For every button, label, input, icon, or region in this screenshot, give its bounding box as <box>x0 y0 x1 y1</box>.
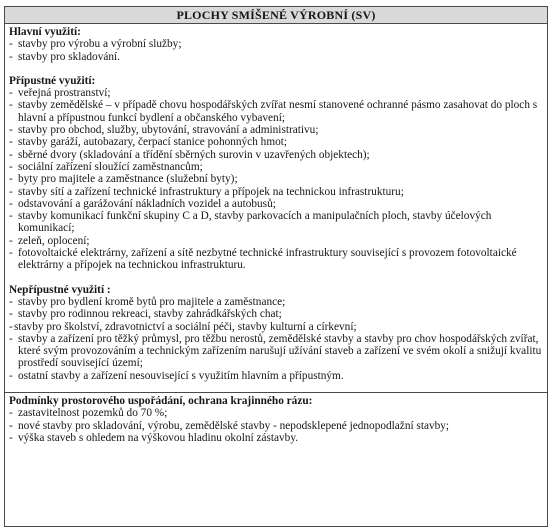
list-item: - veřejná prostranství; <box>9 87 543 99</box>
spatial-conditions-list <box>9 407 543 444</box>
list-item: - zeleň, oplocení; <box>9 235 543 247</box>
main-use-list <box>9 38 543 63</box>
list-item: - odstavování a garážování nákladních vozidel a autobusů; <box>9 198 543 210</box>
list-item: - stavby a zařízení pro těžký průmysl, pro těžbu nerostů, zemědělské stavby a stavby pro chov hospodářských zvířat, které svým provozováním a technickým zařízením narušují užívání staveb a zařízení ve svém okolí a snižují kvalitu prostředí související území; <box>9 333 543 370</box>
list-item: - stavby pro školství, zdravotnictví a sociální péči, stavby kulturní a církevní; <box>9 321 543 333</box>
list-item: - fotovoltaické elektrárny, zařízení a sítě nezbytné technické infrastruktury související s provozem fotovoltaické elektrárny a přípojek na technickou infrastrukturu. <box>9 247 543 272</box>
list-item: - byty pro majitele a zaměstnance (služební byty); <box>9 173 543 185</box>
list-item: - ostatní stavby a zařízení nesouvisející s využitím hlavním a přípustným. <box>9 370 543 382</box>
main-use-heading: Hlavní využití: <box>9 26 81 38</box>
prohibited-use-heading: Nepřípustné využití : <box>9 283 111 296</box>
list-item: - stavby pro obchod, služby, ubytování, stravování a administrativu; <box>9 124 543 136</box>
permitted-use-heading: Přípustné využití: <box>9 74 96 87</box>
list-item: - stavby komunikací funkční skupiny C a D, stavby parkovacích a manipulačních ploch, stavby účelových komunikací; <box>9 210 543 235</box>
list-item: - stavby pro výrobu a výrobní služby; <box>9 38 543 50</box>
spatial-conditions-cell <box>5 392 547 444</box>
prohibited-use-list <box>9 296 543 382</box>
list-item: - výška staveb s ohledem na výškovou hladinu okolní zástavby. <box>9 432 543 444</box>
list-item: - sociální zařízení sloužící zaměstnancům; <box>9 161 543 173</box>
permitted-use-list <box>9 87 543 271</box>
list-item: - stavby garáží, autobazary, čerpací stanice pohonných hmot; <box>9 136 543 148</box>
list-item: - stavby pro rodinnou rekreaci, stavby zahrádkářských chat; <box>9 308 543 320</box>
spatial-conditions-heading: Podmínky prostorového uspořádání, ochrana krajinného rázu: <box>9 395 313 408</box>
list-item: - zastavitelnost pozemků do 70 %; <box>9 407 543 419</box>
list-item: - stavby sítí a zařízení technické infrastruktury a přípojek na technickou infrastrukturu; <box>9 186 543 198</box>
main-use-cell <box>5 24 547 392</box>
regulation-table <box>4 6 548 527</box>
list-item: - sběrné dvory (skladování a třídění sběrných surovin v uzavřených objektech); <box>9 149 543 161</box>
list-item: - nové stavby pro skladování, výrobu, zemědělské stavby - nepodsklepené jednopodlažní stavby; <box>9 420 543 432</box>
list-item: - stavby pro skladování. <box>9 51 543 63</box>
list-item: - stavby zemědělské – v případě chovu hospodářských zvířat nesmí stanovené ochranné pásmo zasahovat do ploch s hlavní a přípustnou funkcí bydlení a občanského vybavení; <box>9 99 543 124</box>
list-item: - stavby pro bydlení kromě bytů pro majitele a zaměstnance; <box>9 296 543 308</box>
table-title: PLOCHY SMÍŠENÉ VÝROBNÍ (SV) <box>5 7 547 24</box>
